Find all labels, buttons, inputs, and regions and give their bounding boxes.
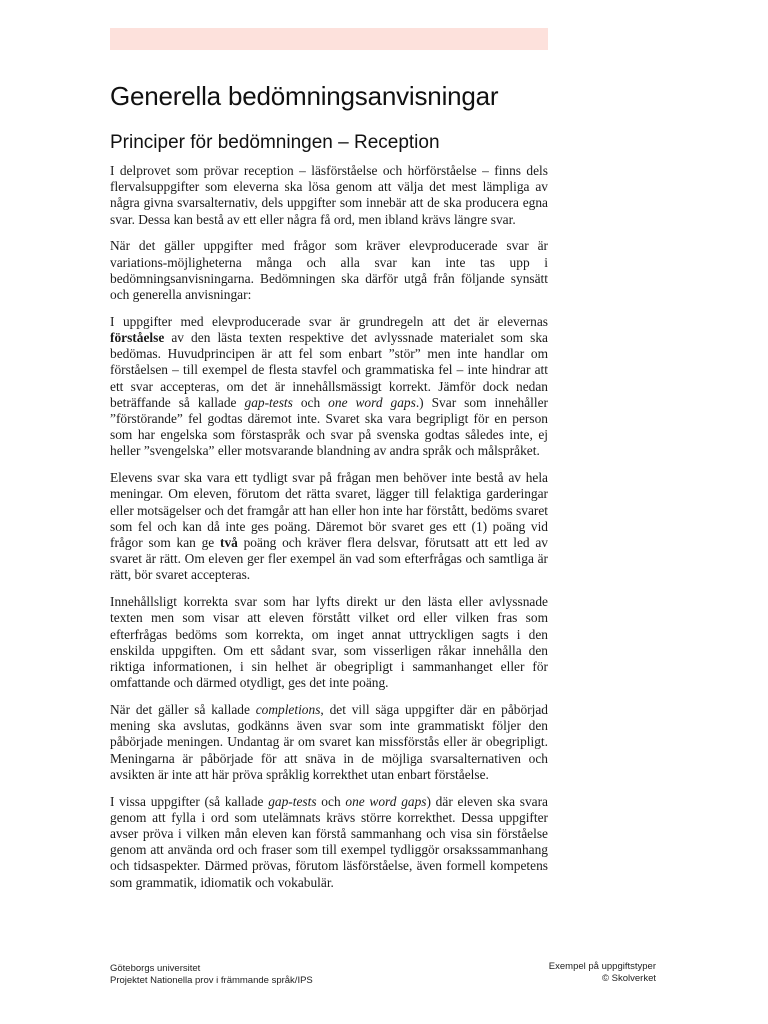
paragraph [110,470,548,583]
body-text [110,163,548,891]
paragraph [110,163,548,228]
paragraph [110,314,548,460]
paragraph-text: , det vill säga uppgifter där en påbörjad mening ska avslutas, godkänns även svar som inte grammatiskt följer den påbörjade meningen. Undantag är om svaret kan missförstås eller är obegripligt. Meningarna är påbörjade för att snäva in de möjliga svarsalternativen och avsikten är inte att här pröva språklig korrekthet utan enbart förståelse. [110,702,548,782]
paragraph-text: I uppgifter med elevproducerade svar är grundregeln att det är elevernas [110,313,548,329]
paragraph-text: poäng och kräver flera delsvar, förutsatt att ett led av svaret är rätt. Om eleven ger fler exempel än vad som efterfrågas och samtliga är rätt, bör svaret accepteras. [110,535,548,583]
footer-left [110,963,313,987]
paragraph-text: När det gäller uppgifter med frågor som kräver elevproducerade svar är variations-möjligheterna många och alla svar kan inte tas upp i bedömningsanvisningarna. Bedömningen ska därför utgå från följande synsätt och generella anvisningar: [110,238,548,303]
paragraph-text: Innehållsligt korrekta svar som har lyfts direkt ur den lästa eller avlyssnade texten men som visar att eleven förstått vilket ord eller vilken fras som efterfrågas bedöms som korrekta, om inget annat uttryckligen sagts i den enskilda uppgiften. Om ett sådant svar, som visserligen råkar innehålla den riktiga informationen, i sin helhet är obegripligt i sammanhanget eller för omfattande och därmed otydligt, ges det inte poäng. [110,594,548,691]
bold-text: två [220,535,238,551]
paragraph-text: I delprovet som prövar reception – läsförståelse och hörförståelse – finns dels flervalsuppgifter som eleverna ska lösa genom att välja det mest lämpliga av några givna svarsalternativ, dels uppgifter som innebär att de ska producera egna svar. Dessa kan bestå av ett eller några få ord, men ibland krävs längre svar. [110,163,548,227]
footer-right [549,961,656,985]
paragraph [110,238,548,303]
footer-project: Projektet Nationella prov i främmande språk/IPS [110,975,313,986]
paragraph-text: ) där eleven ska svara genom att fylla i ord som utelämnats krävs större korrekthet. Dessa uppgifter avser pröva i vilken mån eleven kan förstå sammanhang och visa sin förståelse genom att använda ord och fraser som till exempel tydliggör orsakssammanhang och tidsaspekter. Därmed prövas, förutom läsförståelse, även formell kompetens som grammatik, idiomatik och vokabulär. [110,793,548,890]
page-title: Generella bedömningsanvisningar [110,81,499,111]
section-heading: Principer för bedömningen – Reception [110,132,440,153]
paragraph-text: och [316,793,346,809]
bold-text: förståelse [110,330,165,346]
footer-copyright: © Skolverket [602,973,656,984]
paragraph [110,794,548,891]
italic-term: one word gaps [328,394,416,410]
header-color-band [110,28,548,50]
italic-term: one word gaps [345,793,427,809]
paragraph-text: Elevens svar ska vara ett tydligt svar på frågan men behöver inte bestå av hela meningar. Om eleven, förutom det rätta svaret, lägger till felaktiga garderingar eller motsägelser och det framgår att han eller hon inte har förstått, bedöms svaret som fel och kan då inte ges poäng. Däremot bör svaret ges ett (1) poäng vid frågor som kan ge [110,470,549,551]
paragraph-text: I vissa uppgifter (så kallade [110,793,269,809]
italic-term: gap-tests [244,394,293,410]
paragraph-text: .) Svar som innehåller ”förstörande” fel godtas däremot inte. Svaret ska vara begripligt för en person som har engelska som förstaspråk och svar på svenska godtas således inte, ej heller ”svengelska” eller motsvarande blandning av andra språk och målspråket. [110,394,548,459]
paragraph [110,702,548,783]
italic-term: gap-tests [268,793,317,809]
paragraph-text: av den lästa texten respektive det avlyssnade materialet som ska bedömas. Huvudprincipen är att fel som enbart ”stör” men inte handlar om förståelsen – till exempel de flesta stavfel och grammatiska fel – inte hindrar att ett svar accepteras, om det är innehållsmässigt korrekt. Jämför dock nedan beträffande så kallade [110,330,548,410]
paragraph-text: När det gäller så kallade [110,702,256,718]
italic-term: completions [255,702,321,718]
paragraph [110,594,548,691]
footer-document-type: Exempel på uppgiftstyper [548,961,656,972]
footer-university: Göteborgs universitet [110,963,201,974]
paragraph-text: och [292,394,329,410]
